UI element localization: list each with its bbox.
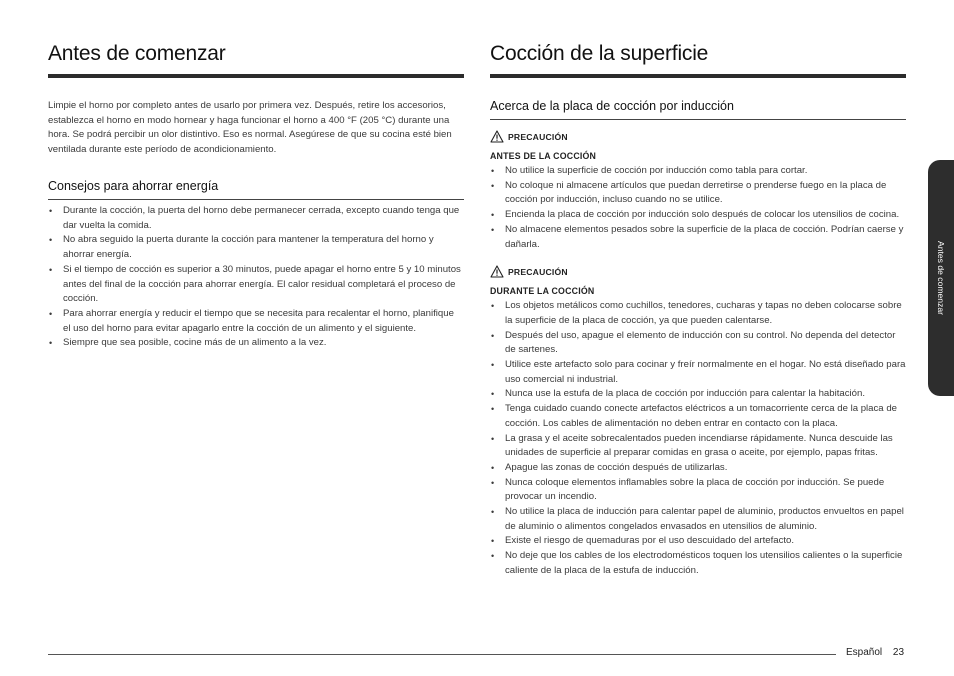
phase-heading-before: ANTES DE LA COCCIÓN — [490, 151, 597, 161]
page-number: 23 — [892, 647, 905, 658]
caution-label: PRECAUCIÓN — [508, 131, 568, 142]
caution-header — [490, 130, 906, 143]
list-item: • Nunca coloque elementos inflamables sobre la placa de cocción por inducción. Se puede provocar un incendio. — [490, 476, 906, 505]
before-cooking-list — [490, 164, 906, 252]
warning-triangle-icon — [490, 130, 504, 143]
caution-block-before — [490, 130, 906, 252]
warning-triangle-icon — [490, 265, 504, 278]
list-item: • Siempre que sea posible, cocine más de un alimento a la vez. — [48, 336, 464, 351]
intro-paragraph: Limpie el horno por completo antes de usarlo por primera vez. Después, retire los accesorios, establezca el horno en modo hornear y haga funcionar el horno a 400 °F (205 °C) durante una hora. Se podrá percibir un olor distintivo. Eso es normal. Asegúrese de que su cocina esté bien ventilada durante este período de acondicionamiento. — [48, 100, 452, 155]
phase-heading-during: DURANTE LA COCCIÓN — [490, 286, 595, 297]
section-divider-energy — [48, 199, 464, 200]
induction-section — [490, 99, 906, 579]
side-tab-label: Antes de comenzar — [936, 240, 946, 316]
list-item: • Los objetos metálicos como cuchillos, tenedores, cucharas y tapas no deben colocarse sobre la superficie de la placa de cocción, ya que pueden calentarse. — [490, 299, 906, 328]
chapter-side-tab — [928, 160, 954, 396]
list-item: • Utilice este artefacto solo para cocinar y freír normalmente en el hogar. No está diseñado para uso comercial ni industrial. — [490, 358, 906, 387]
title-divider-left — [48, 74, 464, 78]
list-item: • Encienda la placa de cocción por inducción solo después de colocar los utensilios de cocina. — [490, 208, 906, 223]
list-item: • Si el tiempo de cocción es superior a 30 minutos, puede apagar el horno entre 5 y 10 minutos antes del final de la cocción para ahorrar energía. El calor residual completará el proceso de cocción. — [48, 263, 464, 307]
footer-language: Español — [846, 647, 883, 658]
caution-header — [490, 265, 906, 278]
energy-tips-list — [48, 204, 464, 351]
page-title-right: Cocción de la superficie — [490, 42, 709, 65]
list-item: • No almacene elementos pesados sobre la superficie de la placa de cocción. Podrían caerse y dañarla. — [490, 223, 906, 252]
list-item: • Tenga cuidado cuando conecte artefactos eléctricos a un tomacorriente cerca de la placa de cocción. Los cables de alimentación no deben entrar en contacto con la placa. — [490, 402, 906, 431]
section-heading-energy: Consejos para ahorrar energía — [48, 179, 219, 193]
during-cooking-list — [490, 299, 906, 578]
list-item: • No abra seguido la puerta durante la cocción para mantener la temperatura del horno y ahorrar energía. — [48, 233, 464, 262]
list-item: • No deje que los cables de los electrodomésticos toquen los utensilios calientes o la superficie caliente de la placa de la estufa de inducción. — [490, 549, 906, 578]
caution-label: PRECAUCIÓN — [508, 266, 568, 277]
energy-tips-section — [48, 179, 464, 351]
footer — [846, 647, 904, 658]
caution-block-during — [490, 265, 906, 578]
list-item: • Para ahorrar energía y reducir el tiempo que se necesita para recalentar el horno, planifique el uso del horno para evitar apagarlo entre la cocción de un alimento y el siguiente. — [48, 307, 464, 336]
list-item: • No utilice la placa de inducción para calentar papel de aluminio, productos envueltos en papel de aluminio o alimentos congelados envasados en utensilios de aluminio. — [490, 505, 906, 534]
list-item: • Apague las zonas de cocción después de utilizarlas. — [490, 461, 906, 476]
section-heading-induction: Acerca de la placa de cocción por inducción — [490, 99, 734, 113]
list-item: • Durante la cocción, la puerta del horno debe permanecer cerrada, excepto cuando tenga que dar vuelta la comida. — [48, 204, 464, 233]
list-item: • La grasa y el aceite sobrecalentados pueden incendiarse rápidamente. Nunca descuide las unidades de superficie al preparar comidas en grasa o aceite, por ejemplo, papas fritas. — [490, 432, 906, 461]
footer-divider — [48, 654, 836, 655]
list-item: • No utilice la superficie de cocción por inducción como tabla para cortar. — [490, 164, 906, 179]
list-item: • Existe el riesgo de quemaduras por el uso descuidado del artefacto. — [490, 534, 906, 549]
page-title-left: Antes de comenzar — [48, 42, 226, 65]
list-item: • No coloque ni almacene artículos que puedan derretirse o prenderse fuego en la placa de cocción por inducción, incluso cuando no se utilice. — [490, 179, 906, 208]
section-divider-induction — [490, 119, 906, 120]
list-item: • Nunca use la estufa de la placa de cocción por inducción para calentar la habitación. — [490, 387, 906, 402]
title-divider-right — [490, 74, 906, 78]
list-item: • Después del uso, apague el elemento de inducción con su control. No dependa del detector de sartenes. — [490, 329, 906, 358]
